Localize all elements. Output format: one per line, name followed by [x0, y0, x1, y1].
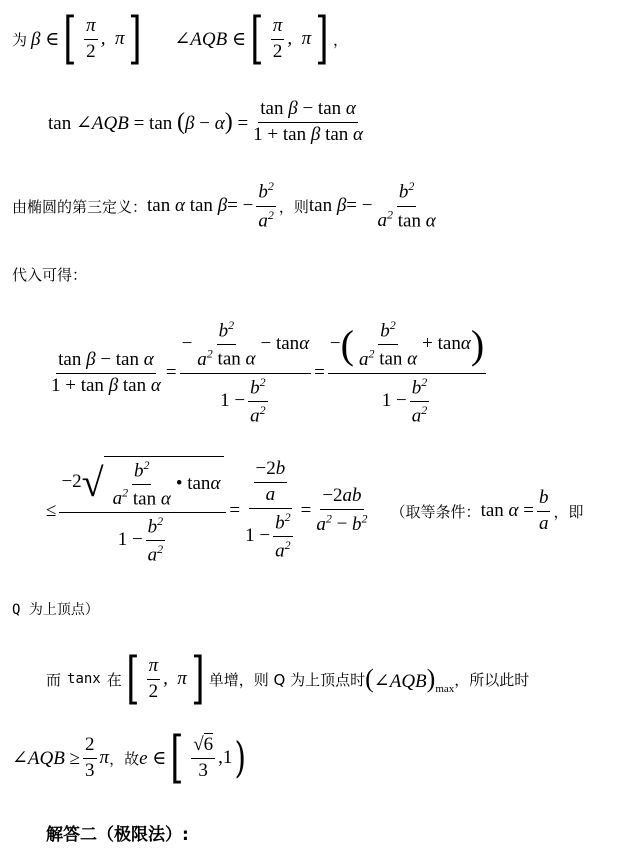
frac-2b-a: $\frac{-2b}{a}$ 1 − $\frac{b^2}{a^2}$ [245, 458, 291, 562]
line-6 [46, 452, 584, 570]
eq-1: = [165, 362, 177, 383]
line-1 [12, 5, 349, 71]
right-bracket: ] [128, 5, 142, 71]
text-therefore: ，故 [109, 749, 140, 768]
text-so: ，所以此时 [454, 670, 530, 689]
math-e-in: e ∈ [139, 747, 167, 769]
left-bracket-4: [ [170, 724, 184, 790]
frac-b-a: $\frac{b}{a}$ [538, 486, 549, 534]
frac-tan-diff: $\frac{\text{tan β − tan α}}{\text{1 + tan β tan α}}$ [253, 97, 364, 145]
eq-3: = [229, 500, 241, 521]
text-comma: ， [333, 30, 349, 49]
math-angle-aqb: ∠AQB ∈ [174, 28, 247, 50]
frac-2-3: $\frac{2}{3}$ [85, 733, 95, 781]
text-substitute: 代入可得： [12, 265, 88, 284]
math-tan-product: tan α tan β= − [147, 195, 254, 216]
math-tan-aqb: tan ∠AQB = tan (β − α) = [48, 108, 249, 135]
text-then: ，则 [278, 197, 309, 216]
frac-ineq: −2 √ $\frac{b^2}{a^2 \tan \alpha}$ • tan α 1 − $\frac{b^2}{a^2}$ [59, 456, 226, 567]
text-monotone: 单增，则 Q 为上顶点时 [208, 670, 366, 689]
frac-pi-2-c: $\frac{\pi}{2}$ [148, 654, 159, 702]
leq: ≤ [46, 500, 57, 521]
text-ellipse-def: 由椭圆的第三定义： [12, 197, 148, 216]
frac-pi-2: $\frac{\pi}{2}$ [86, 14, 96, 62]
math-tan-alpha-eq: tan α = [480, 500, 534, 521]
line-5 [46, 318, 489, 428]
frac-sub-1: − $\frac{b^2}{a^2 \tan \alpha}$ − tan α 1 − $\frac{b^2}{a^2}$ [181, 318, 310, 427]
text-q-top: Q 为上顶点） [12, 602, 99, 618]
math-angle-max: $(\angle AQB)_{max}$ [365, 663, 455, 695]
math-pi-2: , π [287, 28, 312, 49]
math-beta-in: β ∈ [31, 28, 60, 50]
line-4 [12, 262, 87, 286]
frac-b2-a2tana: $\frac{b^2}{a^2 \tan \alpha}$ [377, 179, 436, 231]
math-pi-3: , π [163, 668, 187, 689]
math-tan-beta: tan β= − [308, 195, 373, 216]
frac-sqrt6-3: $\frac{√6}{3}$ [193, 733, 214, 781]
eq-4: = [300, 500, 312, 521]
text-wei: 为 [12, 30, 28, 49]
frac-pi-2-b: $\frac{\pi}{2}$ [272, 14, 283, 62]
text-condition: （取等条件： [390, 502, 481, 521]
section-heading: 解答二（极限法）: [46, 824, 189, 845]
line-2 [48, 96, 368, 148]
math-pi-4: π [99, 747, 110, 768]
frac-b2-a2: $\frac{b^2}{a^2}$ [258, 179, 274, 231]
frac-sub-2: − ( $\frac{b^2}{a^2 \tan \alpha}$ + tan α ) 1 − $\frac{b^2}{a^2}$ [329, 318, 485, 427]
right-bracket-2: ] [315, 5, 329, 71]
left-bracket-2: [ [250, 5, 264, 71]
text-er: 而 [46, 670, 62, 689]
math-angle-geq: ∠AQB ≥ [12, 747, 81, 769]
text-ie: ，即 [553, 502, 584, 521]
frac-2ab: $\frac{-2ab}{a^2 - b^2}$ [316, 485, 368, 535]
text-zai: 在 [106, 670, 122, 689]
eq-2: = [314, 362, 325, 383]
line-3 [12, 178, 441, 234]
math-pi: , π [100, 28, 125, 49]
right-bracket-3: ] [191, 645, 205, 711]
math-comma-1: ,1 [218, 747, 233, 768]
right-paren: ) [234, 733, 247, 783]
line-8 [46, 645, 530, 711]
line-9 [12, 725, 249, 791]
frac-tan-diff-2: $\frac{\text{tan β − tan α}}{\text{1 + tan β tan α}}$ [51, 348, 161, 396]
text-tanx: tanx [67, 671, 101, 687]
left-bracket: [ [63, 5, 77, 71]
line-7 [12, 597, 99, 621]
left-bracket-3: [ [126, 645, 140, 711]
line-10 [46, 818, 189, 846]
